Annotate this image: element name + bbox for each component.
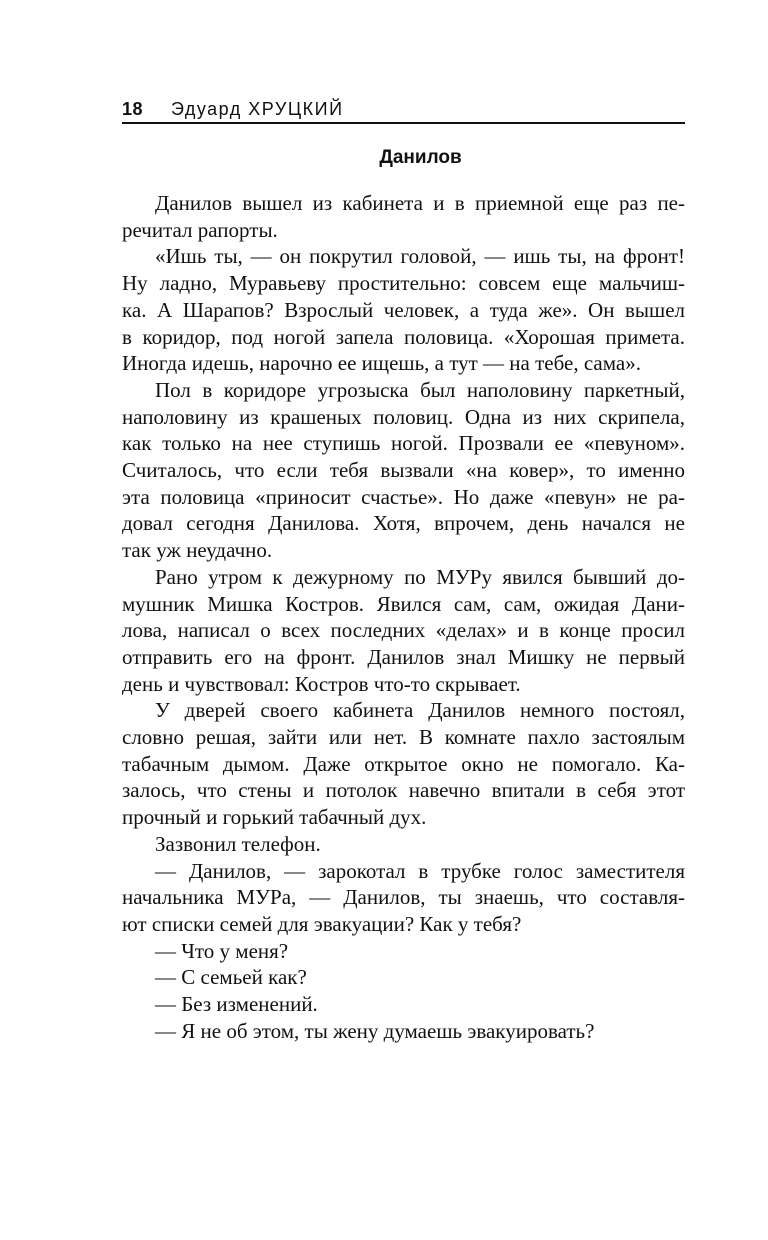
paragraph xyxy=(122,831,685,858)
text-line: — Я не об этом, ты жену думаешь эвакуировать? xyxy=(155,1018,595,1043)
running-header-author: Эдуард ХРУЦКИЙ xyxy=(171,99,344,119)
text-line: прочный и горький табачный дух. xyxy=(122,805,427,830)
text-line: Зазвонил телефон. xyxy=(155,831,321,856)
text-line: лова, написал о всех последних «делах» и в конце просил xyxy=(122,618,685,643)
running-header xyxy=(122,92,685,124)
paragraph xyxy=(122,243,685,377)
paragraph xyxy=(122,964,685,991)
text-line: мушник Мишка Костров. Явился сам, сам, ожидая Дани- xyxy=(122,591,685,616)
text-line: залось, что стены и потолок навечно впитали в себя этот xyxy=(122,778,685,803)
text-line: У дверей своего кабинета Данилов немного постоял, xyxy=(155,698,685,723)
text-line: в коридор, под ногой запела половица. «Хорошая примета. xyxy=(122,324,685,349)
paragraph xyxy=(122,377,685,564)
text-line: — С семьей как? xyxy=(155,965,307,990)
body-text xyxy=(122,190,685,1045)
paragraph xyxy=(122,991,685,1018)
text-line: так уж неудачно. xyxy=(122,538,273,563)
text-line: Данилов вышел из кабинета и в приемной еще раз пе- xyxy=(155,191,685,215)
text-line: Считалось, что если тебя вызвали «на ковер», то именно xyxy=(122,458,685,483)
text-line: — Что у меня? xyxy=(155,938,289,963)
text-line: день и чувствовал: Костров что-то скрывает. xyxy=(122,671,521,696)
paragraph xyxy=(122,564,685,698)
text-line: наполовину из крашеных половиц. Одна из них скрипела, xyxy=(122,404,685,429)
paragraph xyxy=(122,858,685,938)
text-line: Рано утром к дежурному по МУРу явился бывший до- xyxy=(155,564,685,589)
text-line: «Ишь ты, — он покрутил головой, — ишь ты, на фронт! xyxy=(155,244,685,269)
text-line: Ну ладно, Муравьеву простительно: совсем еще мальчиш- xyxy=(122,271,685,296)
text-line: Пол в коридоре угрозыска был наполовину паркетный, xyxy=(155,377,685,402)
text-line: — Без изменений. xyxy=(155,992,318,1017)
paragraph xyxy=(122,1018,685,1045)
page-number: 18 xyxy=(122,99,144,119)
text-line: как только на нее ступишь ногой. Прозвали ее «певуном». xyxy=(122,431,685,456)
text-line: ют списки семей для эвакуации? Как у тебя? xyxy=(122,911,522,936)
paragraph xyxy=(122,697,685,831)
text-line: эта половица «приносит счастье». Но даже «певун» не ра- xyxy=(122,484,685,509)
text-line: табачным дымом. Даже открытое окно не помогало. Ка- xyxy=(122,751,685,776)
paragraph xyxy=(122,190,685,243)
chapter-title: Данилов xyxy=(379,147,462,168)
text-line: начальника МУРа, — Данилов, ты знаешь, что составля- xyxy=(122,885,685,910)
paragraph xyxy=(122,938,685,965)
text-line: словно решая, зайти или нет. В комнате пахло застоялым xyxy=(122,725,685,750)
text-line: Иногда идешь, нарочно ее ищешь, а тут — на тебе, сама». xyxy=(122,351,641,376)
text-line: ка. А Шарапов? Взрослый человек, а туда же». Он вышел xyxy=(122,297,685,322)
text-line: речитал рапорты. xyxy=(122,217,278,242)
text-line: отправить его на фронт. Данилов знал Мишку не первый xyxy=(122,644,685,669)
text-line: довал сегодня Данилова. Хотя, впрочем, день начался не xyxy=(122,511,685,536)
text-line: — Данилов, — зарокотал в трубке голос заместителя xyxy=(155,858,685,883)
